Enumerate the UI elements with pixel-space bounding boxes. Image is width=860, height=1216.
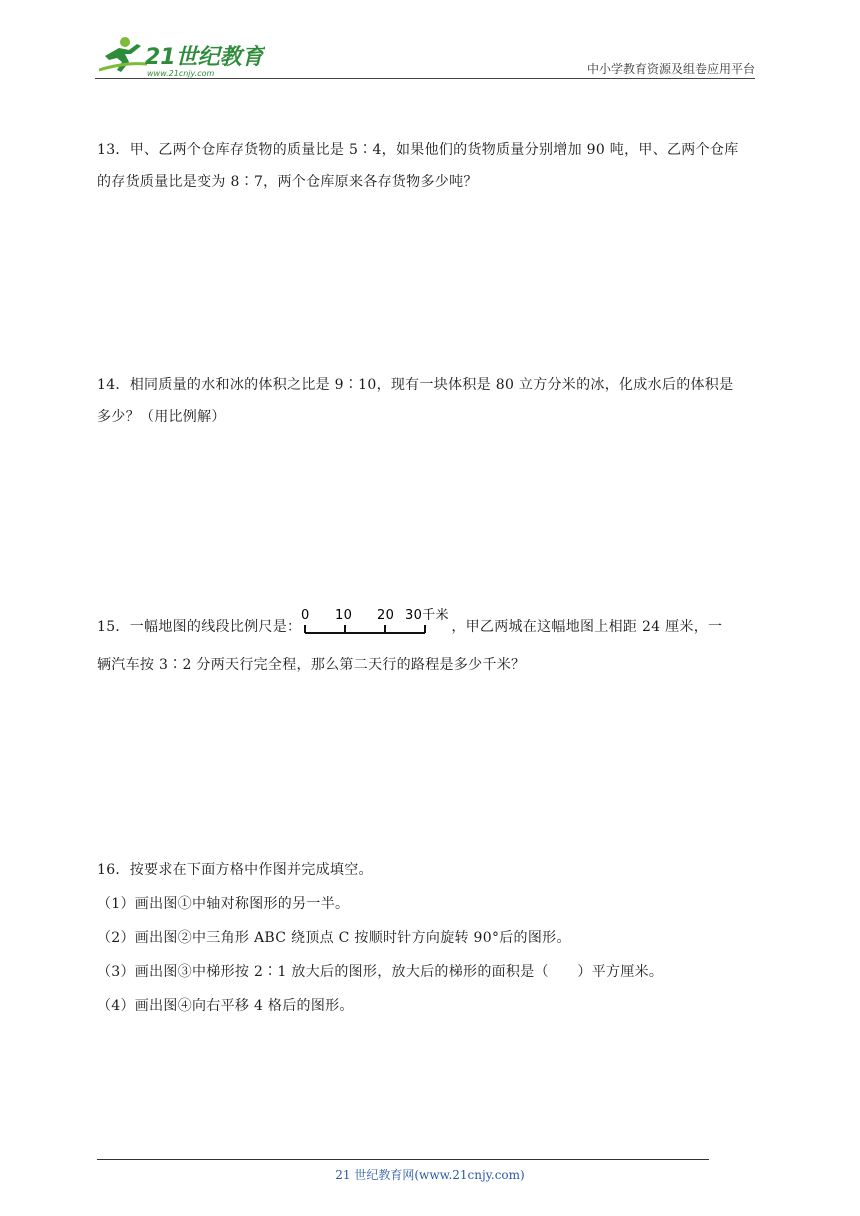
- header-platform-text: 中小学教育资源及组卷应用平台: [586, 62, 755, 76]
- question-16-item-3: （3）画出图③中梯形按 2∶1 放大后的图形，放大后的梯形的面积是（ ）平方厘米。: [97, 964, 664, 980]
- question-13-line-1: 13．甲、乙两个仓库存货物的质量比是 5∶4，如果他们的货物质量分别增加 90 吨，甲、乙两个仓库: [97, 142, 739, 158]
- logo-text: 21世纪教育: [145, 45, 264, 70]
- footer-divider: [97, 1159, 709, 1160]
- footer-link[interactable]: 21 世纪教育网(www.21cnjy.com): [335, 1168, 525, 1182]
- question-13: [97, 134, 765, 198]
- question-16: [97, 853, 765, 1023]
- runner-logo-icon: [95, 34, 265, 78]
- scale-label-30: 30千米: [405, 608, 450, 623]
- scale-label-20: 20: [377, 608, 395, 623]
- logo-url: www.21cnjy.com: [147, 69, 215, 78]
- question-16-item-4: （4）画出图④向右平移 4 格后的图形。: [97, 998, 354, 1014]
- question-15-line-2: 辆汽车按 3∶2 分两天行完全程，那么第二天行的路程是多少千米？: [97, 657, 526, 673]
- question-16-item-2: （2）画出图②中三角形 ABC 绕顶点 C 按顺时针方向旋转 90°后的图形。: [97, 930, 571, 946]
- question-15: [97, 608, 765, 684]
- question-16-stem: 16．按要求在下面方格中作图并完成填空。: [97, 862, 373, 878]
- scale-label-0: 0: [301, 608, 310, 623]
- site-logo: [95, 34, 265, 78]
- question-14-line-2: 多少？（用比例解）: [97, 409, 226, 425]
- question-15-text-after: ，甲乙两城在这幅地图上相距 24 厘米，一: [451, 619, 723, 635]
- question-14-line-1: 14．相同质量的水和冰的体积之比是 9∶10，现有一块体积是 80 立方分米的冰，化成水后的体积是: [97, 377, 734, 393]
- question-15-line-1: [97, 608, 765, 646]
- question-13-line-2: 的存货质量比是变为 8∶7，两个仓库原来各存货物多少吨？: [97, 174, 478, 190]
- question-16-item-1: （1）画出图①中轴对称图形的另一半。: [97, 896, 350, 912]
- question-15-text-before: 15．一幅地图的线段比例尺是：: [97, 619, 302, 635]
- scale-label-10: 10: [335, 608, 353, 623]
- scale-bar: [301, 605, 451, 641]
- header-divider: [95, 78, 755, 79]
- question-14: [97, 369, 765, 433]
